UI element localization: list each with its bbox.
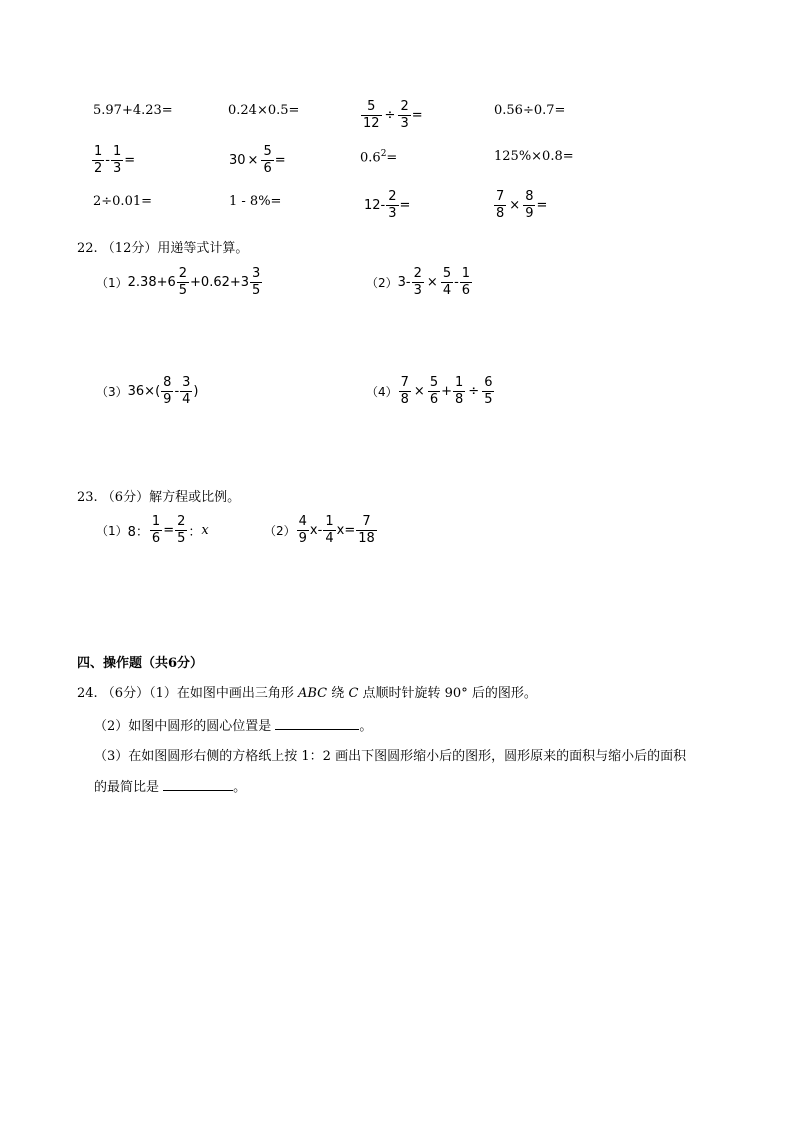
calc-r2c3: $0.6^2=$ <box>360 149 398 166</box>
calc-r2c2: 30 × $\frac{5}{6}$ = <box>229 144 286 176</box>
q24-line1: 24. （6分）（1）在如图中画出三角形 ABC 绕 C 点顺时针旋转 90° 后的图形。 <box>77 686 537 701</box>
answer-blank-ratio[interactable] <box>163 778 233 791</box>
calc-r3c3: 12 - $\frac{2}{3}$ = <box>364 189 411 221</box>
q24-line4: 的最简比是 。 <box>94 780 247 795</box>
q23-p2: （2） $\frac{4}{9}$ x - $\frac{1}{4}$ x = $\frac{7}{18}$ <box>264 514 375 546</box>
q22-p1: （1） 2.38+6 $\frac{2}{5}$ +0.62+3 $\frac{3}{5}$ <box>96 266 261 298</box>
q22-p2: （2） 3 - $\frac{2}{3}$ × $\frac{5}{4}$ - $\frac{1}{6}$ <box>366 266 471 298</box>
q23-heading: 23. （6分）解方程或比例。 <box>77 490 241 505</box>
q24-line3: （3）在如图圆形右侧的方格纸上按 1：2 画出下图圆形缩小后的图形，圆形原来的面积与缩小后的面积 <box>94 749 687 764</box>
calc-r3c4: $\frac{7}{8}$ × $\frac{8}{9}$ = <box>496 189 548 221</box>
q23-p1: （1） 8： $\frac{1}{6}$ = $\frac{2}{5}$ ： x <box>96 514 209 546</box>
q24-line2: （2）如图中圆形的圆心位置是 。 <box>94 719 373 734</box>
calc-r1c3: $\frac{5}{12}$ ÷ $\frac{2}{3}$ = <box>363 99 423 131</box>
q22-p4: （4） $\frac{7}{8}$ × $\frac{5}{6}$ + $\frac{1}{8}$ ÷ $\frac{6}{5}$ <box>366 375 493 407</box>
calc-r2c1: $\frac{1}{2}$ - $\frac{1}{3}$ = <box>94 144 136 176</box>
calc-r3c1: 2÷0.01= <box>93 194 153 209</box>
calc-r1c1: 5.97+4.23= <box>93 103 173 118</box>
calc-r1c4: 0.56÷0.7= <box>494 103 566 118</box>
calc-r3c2: 1 - 8%= <box>229 194 282 209</box>
section4-heading: 四、操作题（共6分） <box>77 656 204 671</box>
q22-p3: （3） 36×( $\frac{8}{9}$ - $\frac{3}{4}$ ) <box>96 375 199 407</box>
calc-r2c4: 125%×0.8= <box>494 149 574 164</box>
answer-blank-center[interactable] <box>275 717 359 730</box>
q22-heading: 22. （12分）用递等式计算。 <box>77 241 249 256</box>
calc-r1c2: 0.24×0.5= <box>228 103 300 118</box>
